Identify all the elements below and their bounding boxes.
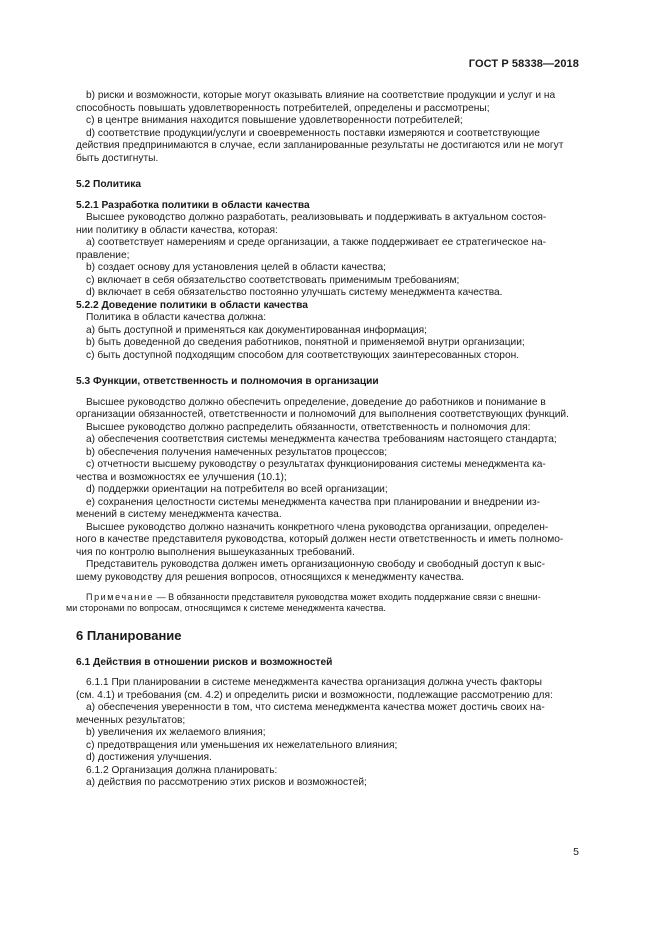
section-5-2-1-title: 5.2.1 Разработка политики в области качества bbox=[76, 199, 310, 211]
text-line: (см. 4.1) и требования (см. 4.2) и определить риски и возможности, подлежащие рассмотрению для: bbox=[76, 689, 553, 701]
text-line: Высшее руководство должно распределить обязанности, ответственность и полномочия для: bbox=[86, 421, 531, 433]
text-line: c) в центре внимания находится повышение удовлетворенности потребителей; bbox=[86, 115, 463, 126]
section-6-title: 6 Планирование bbox=[76, 628, 182, 643]
section-5-3-text bbox=[76, 397, 580, 585]
note-label: Примечание bbox=[86, 592, 155, 602]
text-line: a) быть доступной и применяться как документированная информация; bbox=[86, 324, 427, 336]
text-line: чия по контролю выполнения вышеуказанных требований. bbox=[76, 546, 355, 558]
text-line: Представитель руководства должен иметь организационную свободу и свободный доступ к выс- bbox=[86, 559, 546, 570]
text-line: c) отчетности высшему руководству о результатах функционирования системы менеджмента ка- bbox=[86, 459, 546, 470]
note bbox=[66, 592, 580, 614]
text-line: a) обеспечения соответствия системы менеджмента качества требованиям настоящего стандарта; bbox=[86, 434, 557, 445]
text-line: действия предпринимаются в случае, если запланированные результаты не достигаются или не могут bbox=[76, 140, 564, 151]
text-line: a) обеспечения уверенности в том, что система менеджмента качества может достичь своих на- bbox=[86, 702, 545, 713]
text-line: d) включает в себя обязательство постоянно улучшать систему менеджмента качества. bbox=[86, 287, 503, 298]
section-6-1-text bbox=[76, 677, 580, 790]
section-5-2-1-text bbox=[76, 212, 580, 300]
section-6-1-title: 6.1 Действия в отношении рисков и возможностей bbox=[76, 656, 333, 668]
text-line: c) включает в себя обязательство соответствовать применимым требованиям; bbox=[86, 274, 460, 286]
section-5-2-2-title: 5.2.2 Доведение политики в области качества bbox=[76, 299, 308, 311]
text-line: Высшее руководство должно обеспечить определение, доведение до работников и понимание в bbox=[86, 396, 546, 408]
text-line: d) поддержки ориентации на потребителя во всей организации; bbox=[86, 484, 388, 495]
section-5-2-title: 5.2 Политика bbox=[76, 179, 142, 190]
text-line: b) быть доведенной до сведения работников, понятной и применяемой внутри организации; bbox=[86, 337, 525, 348]
text-line: чества и возможностях ее улучшения (10.1); bbox=[76, 471, 287, 483]
text-line: Политика в области качества должна: bbox=[86, 312, 267, 323]
text-line: b) создает основу для установления целей в области качества; bbox=[86, 262, 386, 273]
text-line: e) сохранения целостности системы менеджмента качества при планировании и внедрении из- bbox=[86, 496, 541, 508]
document-id: ГОСТ Р 58338—2018 bbox=[468, 58, 579, 70]
text-line: b) увеличения их желаемого влияния; bbox=[86, 727, 266, 738]
text-line: a) соответствует намерениям и среде организации, а также поддерживает ее стратегическое на- bbox=[86, 237, 547, 248]
section-5-3-title: 5.3 Функции, ответственность и полномочия в организации bbox=[76, 376, 379, 387]
text-line: c) быть доступной подходящим способом для соответствующих заинтересованных сторон. bbox=[86, 349, 520, 361]
text-line: Высшее руководство должно разработать, реализовывать и поддерживать в актуальном состоя- bbox=[86, 212, 547, 223]
note-text-1: — В обязанности представителя руководства может входить поддержание связи с внешни- bbox=[154, 592, 541, 602]
text-line: d) достижения улучшения. bbox=[86, 752, 212, 763]
text-line: 6.1.1 При планировании в системе менеджмента качества организация должна учесть факторы bbox=[86, 677, 542, 688]
text-line: c) предотвращения или уменьшения их нежелательного влияния; bbox=[86, 739, 398, 751]
text-line: правление; bbox=[76, 249, 130, 261]
note-text-2: ми сторонами по вопросам, относящимся к системе менеджмента качества. bbox=[66, 603, 386, 613]
text-line: Высшее руководство должно назначить конкретного члена руководства организации, определен- bbox=[86, 521, 549, 533]
paragraph-results-list bbox=[76, 90, 580, 165]
text-line: способность повышать удовлетворенность потребителей, определены и рассмотрены; bbox=[76, 102, 490, 114]
text-line: a) действия по рассмотрению этих рисков и возможностей; bbox=[86, 777, 367, 788]
text-line: менений в систему менеджмента качества. bbox=[76, 509, 282, 520]
page-body bbox=[66, 90, 580, 790]
section-5-2-2-text bbox=[76, 312, 580, 362]
text-line: ного в качестве представителя руководства, который должен нести ответственность и иметь полномо- bbox=[76, 534, 564, 545]
text-line: нии политику в области качества, которая: bbox=[76, 224, 278, 236]
text-line: меченных результатов; bbox=[76, 714, 186, 726]
page-number: 5 bbox=[573, 846, 579, 858]
text-line: организации обязанностей, ответственности и полномочий для выполнения соответствующих функций. bbox=[76, 409, 569, 420]
text-line: d) соответствие продукции/услуги и своевременность поставки измеряются и соответствующие bbox=[86, 127, 540, 139]
text-line: b) риски и возможности, которые могут оказывать влияние на соответствие продукции и услуг и на bbox=[86, 90, 556, 101]
text-line: шему руководству для решения вопросов, относящихся к менеджменту качества. bbox=[76, 571, 465, 583]
text-line: b) обеспечения получения намеченных результатов процессов; bbox=[86, 446, 388, 458]
text-line: 6.1.2 Организация должна планировать: bbox=[86, 764, 278, 776]
text-line: быть достигнуты. bbox=[76, 152, 159, 164]
